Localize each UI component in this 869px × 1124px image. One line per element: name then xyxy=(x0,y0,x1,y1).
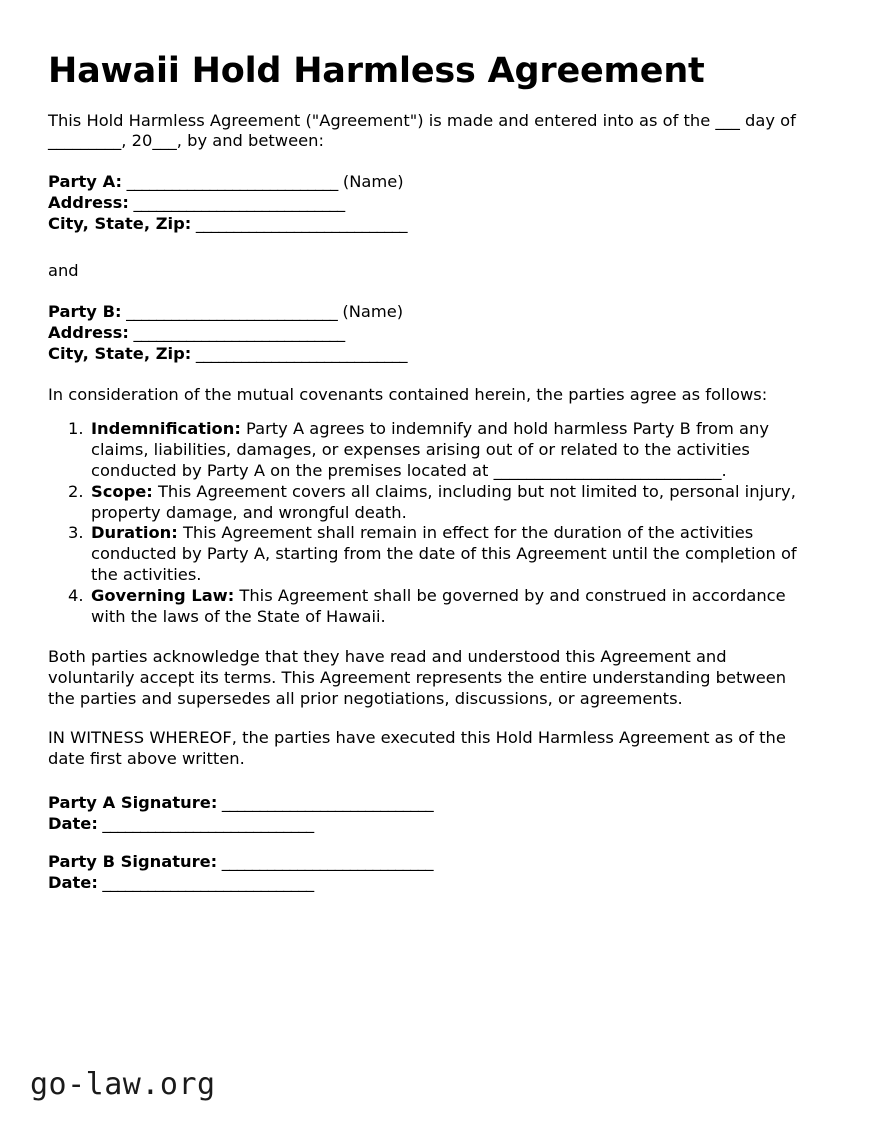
party-a-address-row xyxy=(48,193,809,214)
party-a-signature-row xyxy=(48,793,809,814)
list-item xyxy=(48,482,809,524)
party-a-date-label: Date: xyxy=(48,814,98,834)
term-text: This Agreement covers all claims, including but not limited to, personal injury, property damage, and wrongful death. xyxy=(91,481,796,522)
term-heading: Duration: xyxy=(91,523,178,543)
intro-line-1: This Hold Harmless Agreement ("Agreement") is made and entered into as of the ___ day xyxy=(48,110,775,130)
party-a-city-row xyxy=(48,214,809,235)
party-b-name-suffix: (Name) xyxy=(337,302,404,322)
site-watermark: go-law.org xyxy=(30,1067,216,1102)
party-b-signature-block xyxy=(48,835,809,894)
party-a-date-row xyxy=(48,814,809,835)
party-b-date-blank[interactable]: ____________________________ xyxy=(97,872,314,892)
party-b-signature-blank[interactable]: ____________________________ xyxy=(217,852,433,872)
list-item xyxy=(48,419,809,481)
party-b-name-row xyxy=(48,302,809,323)
party-b-signature-label: Party B Signature: xyxy=(48,852,218,872)
term-heading: Indemnification: xyxy=(91,419,241,439)
party-b-city-label: City, State, Zip: xyxy=(48,343,192,363)
party-a-name-label: Party A: xyxy=(48,172,122,192)
term-text: This Agreement shall remain in effect for the duration of the activities conducted by Party A, starting from the date of this Agreement until the completion of the activities. xyxy=(91,523,797,585)
party-a-name-row xyxy=(48,172,809,193)
party-a-name-suffix: (Name) xyxy=(337,172,404,192)
party-a-signature-blank[interactable]: ____________________________ xyxy=(217,793,434,813)
party-a-address-label: Address: xyxy=(48,192,129,212)
party-b-date-row xyxy=(48,873,809,894)
party-b-address-row xyxy=(48,323,809,344)
acknowledgement-paragraph: Both parties acknowledge that they have read and understood this Agreement and voluntarily accept its terms. This Agreement represents the entire understanding between the parties and supersedes all prior negotiations, discussions, or agreements. xyxy=(48,647,787,709)
party-b-name-label: Party B: xyxy=(48,302,122,322)
party-b-address-blank[interactable]: ____________________________ xyxy=(128,323,345,343)
party-b-name-blank[interactable]: ____________________________ xyxy=(121,302,338,322)
party-a-city-blank[interactable]: ____________________________ xyxy=(191,213,407,233)
intro-line-2: of _________, 20___, by and between: xyxy=(48,110,796,151)
witness-paragraph: IN WITNESS WHEREOF, the parties have executed this Hold Harmless Agreement as of the date first above written. xyxy=(48,727,786,768)
term-text: This Agreement shall be governed by and construed in accordance with the laws of the State of Hawaii. xyxy=(91,585,786,626)
party-a-city-label: City, State, Zip: xyxy=(48,213,192,233)
party-b-block xyxy=(48,282,809,364)
party-b-address-label: Address: xyxy=(48,323,129,343)
list-item xyxy=(48,586,809,628)
consideration-paragraph: In consideration of the mutual covenants contained herein, the parties agree as follows: xyxy=(48,384,768,404)
party-b-city-row xyxy=(48,344,809,365)
page-title: Hawaii Hold Harmless Agreement xyxy=(48,51,705,91)
party-a-block xyxy=(48,152,809,234)
party-a-address-blank[interactable]: ____________________________ xyxy=(128,192,345,212)
party-b-city-blank[interactable]: ____________________________ xyxy=(191,343,407,363)
party-a-name-blank[interactable]: ____________________________ xyxy=(122,172,338,192)
list-item xyxy=(48,523,809,585)
term-heading: Scope: xyxy=(91,481,153,501)
conjunction-and: and xyxy=(48,261,79,281)
party-b-signature-row xyxy=(48,852,809,873)
intro-paragraph xyxy=(48,91,809,153)
party-b-date-label: Date: xyxy=(48,872,98,892)
terms-list xyxy=(48,405,809,627)
party-a-signature-block xyxy=(48,769,809,835)
term-heading: Governing Law: xyxy=(91,585,235,605)
term-text: Party A agrees to indemnify and hold harmless Party B from any claims, liabilities, damages, or expenses arising out of or related to the activities conducted by Party A on the premises located at ____________________________. xyxy=(91,419,769,481)
party-a-signature-label: Party A Signature: xyxy=(48,793,218,813)
party-a-date-blank[interactable]: ____________________________ xyxy=(97,814,314,834)
